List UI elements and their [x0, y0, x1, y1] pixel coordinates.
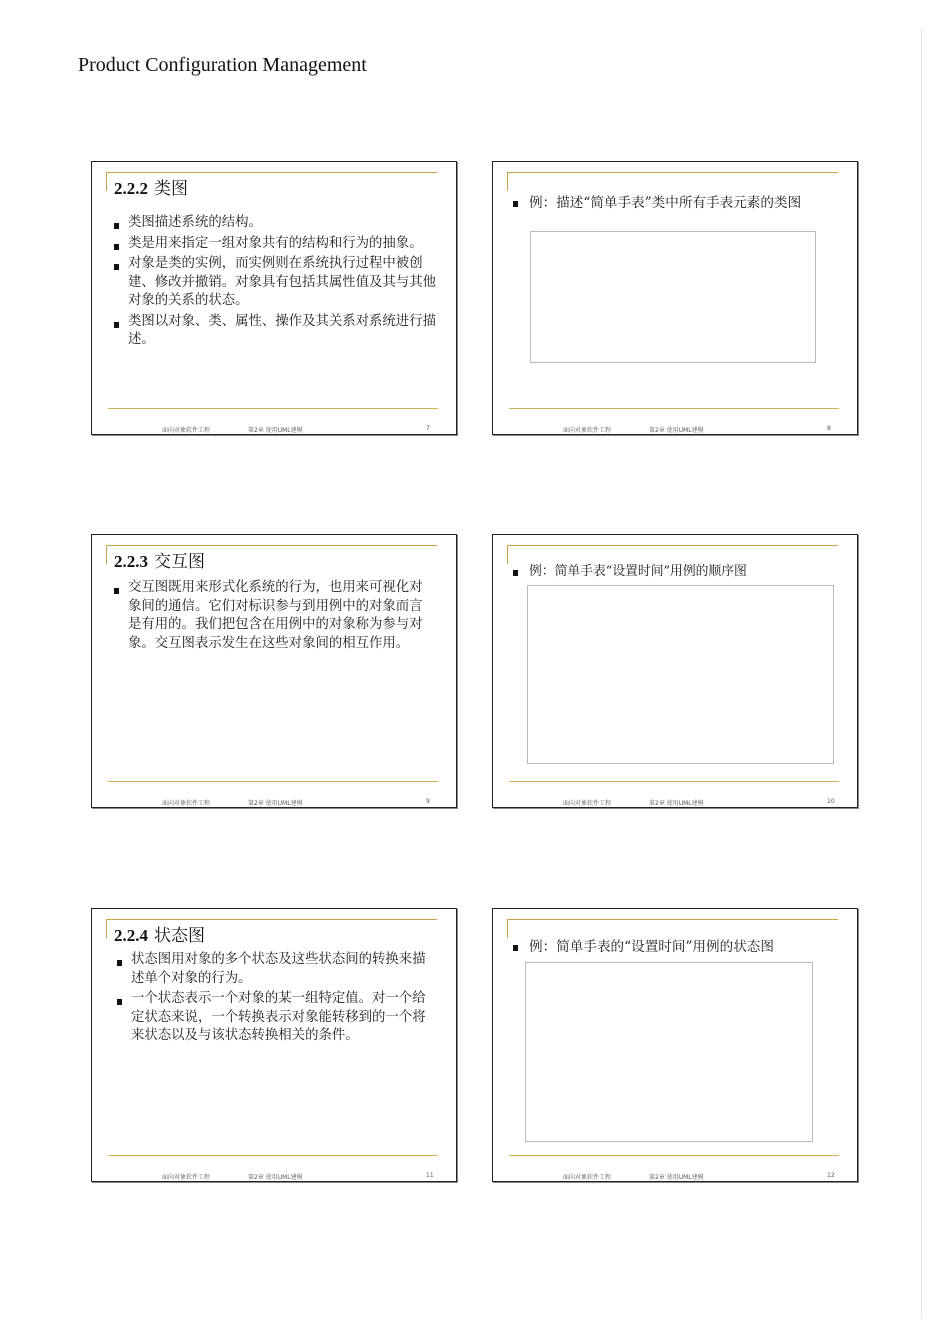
bullet-item: 一个状态表示一个对象的某一组特定值。对一个给定状态来说，一个转换表示对象能转移到的一个将来状态以及与该状态转换相关的条件。	[117, 990, 427, 1046]
footer-page-number: 7	[426, 425, 430, 432]
footer-rule	[108, 781, 438, 782]
slide-footer	[493, 797, 857, 807]
bullet-square-icon	[114, 322, 119, 328]
footer-rule	[509, 1155, 839, 1156]
section-number: 2.2.4	[114, 926, 148, 945]
footer-course: 面向对象软件工程	[563, 800, 612, 807]
footer-rule	[509, 408, 839, 409]
bullet-item: 对象是类的实例，而实例则在系统执行过程中被创建、修改并撤销。对象具有包括其属性值及其与其他对象的关系的状态。	[114, 255, 436, 311]
slide-footer	[92, 797, 456, 807]
bullet-square-icon	[117, 960, 122, 966]
slide-footer	[493, 1171, 857, 1181]
bullet-list	[114, 579, 430, 655]
footer-page-number: 11	[426, 1172, 434, 1179]
bullet-square-icon	[513, 570, 518, 576]
footer-course: 面向对象软件工程	[162, 800, 211, 807]
bullet-item: 类是用来指定一组对象共有的结构和行为的抽象。	[114, 235, 436, 254]
bullet-square-icon	[114, 264, 119, 270]
bullet-square-icon	[117, 999, 122, 1005]
slide-9	[91, 534, 457, 808]
example-caption: 例：描述“简单手表”类中所有手表元素的类图	[513, 191, 801, 211]
bullet-square-icon	[114, 244, 119, 250]
page-edge	[921, 28, 922, 1318]
footer-course: 面向对象软件工程	[162, 427, 211, 434]
footer-chapter: 第2章 使用UML建模	[649, 800, 704, 807]
footer-course: 面向对象软件工程	[563, 1174, 612, 1181]
section-title: 状态图	[154, 926, 205, 946]
footer-rule	[108, 1155, 438, 1156]
bullet-item: 交互图既用来形式化系统的行为，也用来可视化对象间的通信。它们对标识参与到用例中的对象而言是有用的。我们把包含在用例中的对象称为参与对象。交互图表示发生在这些对象间的相互作用。	[114, 579, 430, 653]
slide-10	[492, 534, 858, 808]
footer-rule	[108, 408, 438, 409]
footer-chapter: 第2章 使用UML建模	[248, 800, 303, 807]
bullet-list	[117, 951, 427, 1048]
slide-title	[114, 921, 205, 946]
slide-footer	[92, 1171, 456, 1181]
section-title: 交互图	[154, 552, 205, 572]
class-diagram-figure	[530, 231, 816, 363]
bullet-square-icon	[114, 588, 119, 594]
bullet-item: 类图描述系统的结构。	[114, 214, 436, 233]
bullet-square-icon	[114, 223, 119, 229]
slide-7	[91, 161, 457, 435]
title-bracket	[507, 172, 838, 191]
footer-chapter: 第2章 使用UML建模	[649, 427, 704, 434]
footer-page-number: 8	[827, 425, 831, 432]
bullet-list	[114, 214, 436, 352]
footer-page-number: 9	[426, 798, 430, 805]
slide-footer	[493, 424, 857, 434]
footer-chapter: 第2章 使用UML建模	[649, 1174, 704, 1181]
bullet-square-icon	[513, 945, 518, 951]
footer-page-number: 12	[827, 1172, 835, 1179]
section-title: 类图	[154, 179, 188, 199]
footer-course: 面向对象软件工程	[162, 1174, 211, 1181]
page-header: Product Configuration Management	[78, 54, 367, 76]
slide-footer	[92, 424, 456, 434]
footer-page-number: 10	[827, 798, 835, 805]
footer-chapter: 第2章 使用UML建模	[248, 427, 303, 434]
slide-12	[492, 908, 858, 1182]
state-diagram-figure	[525, 962, 813, 1142]
slide-title	[114, 547, 205, 572]
footer-chapter: 第2章 使用UML建模	[248, 1174, 303, 1181]
example-caption: 例：简单手表“设置时间”用例的顺序图	[513, 560, 747, 579]
section-number: 2.2.3	[114, 552, 148, 571]
slide-11	[91, 908, 457, 1182]
bullet-item: 状态图用对象的多个状态及这些状态间的转换来描述单个对象的行为。	[117, 951, 427, 988]
example-caption: 例：简单手表的“设置时间”用例的状态图	[513, 935, 774, 955]
bullet-item: 类图以对象、类、属性、操作及其关系对系统进行描述。	[114, 313, 436, 350]
bullet-square-icon	[513, 201, 518, 207]
slide-title	[114, 174, 188, 199]
sequence-diagram-figure	[527, 585, 834, 764]
footer-course: 面向对象软件工程	[563, 427, 612, 434]
slide-8	[492, 161, 858, 435]
footer-rule	[509, 781, 839, 782]
section-number: 2.2.2	[114, 179, 148, 198]
